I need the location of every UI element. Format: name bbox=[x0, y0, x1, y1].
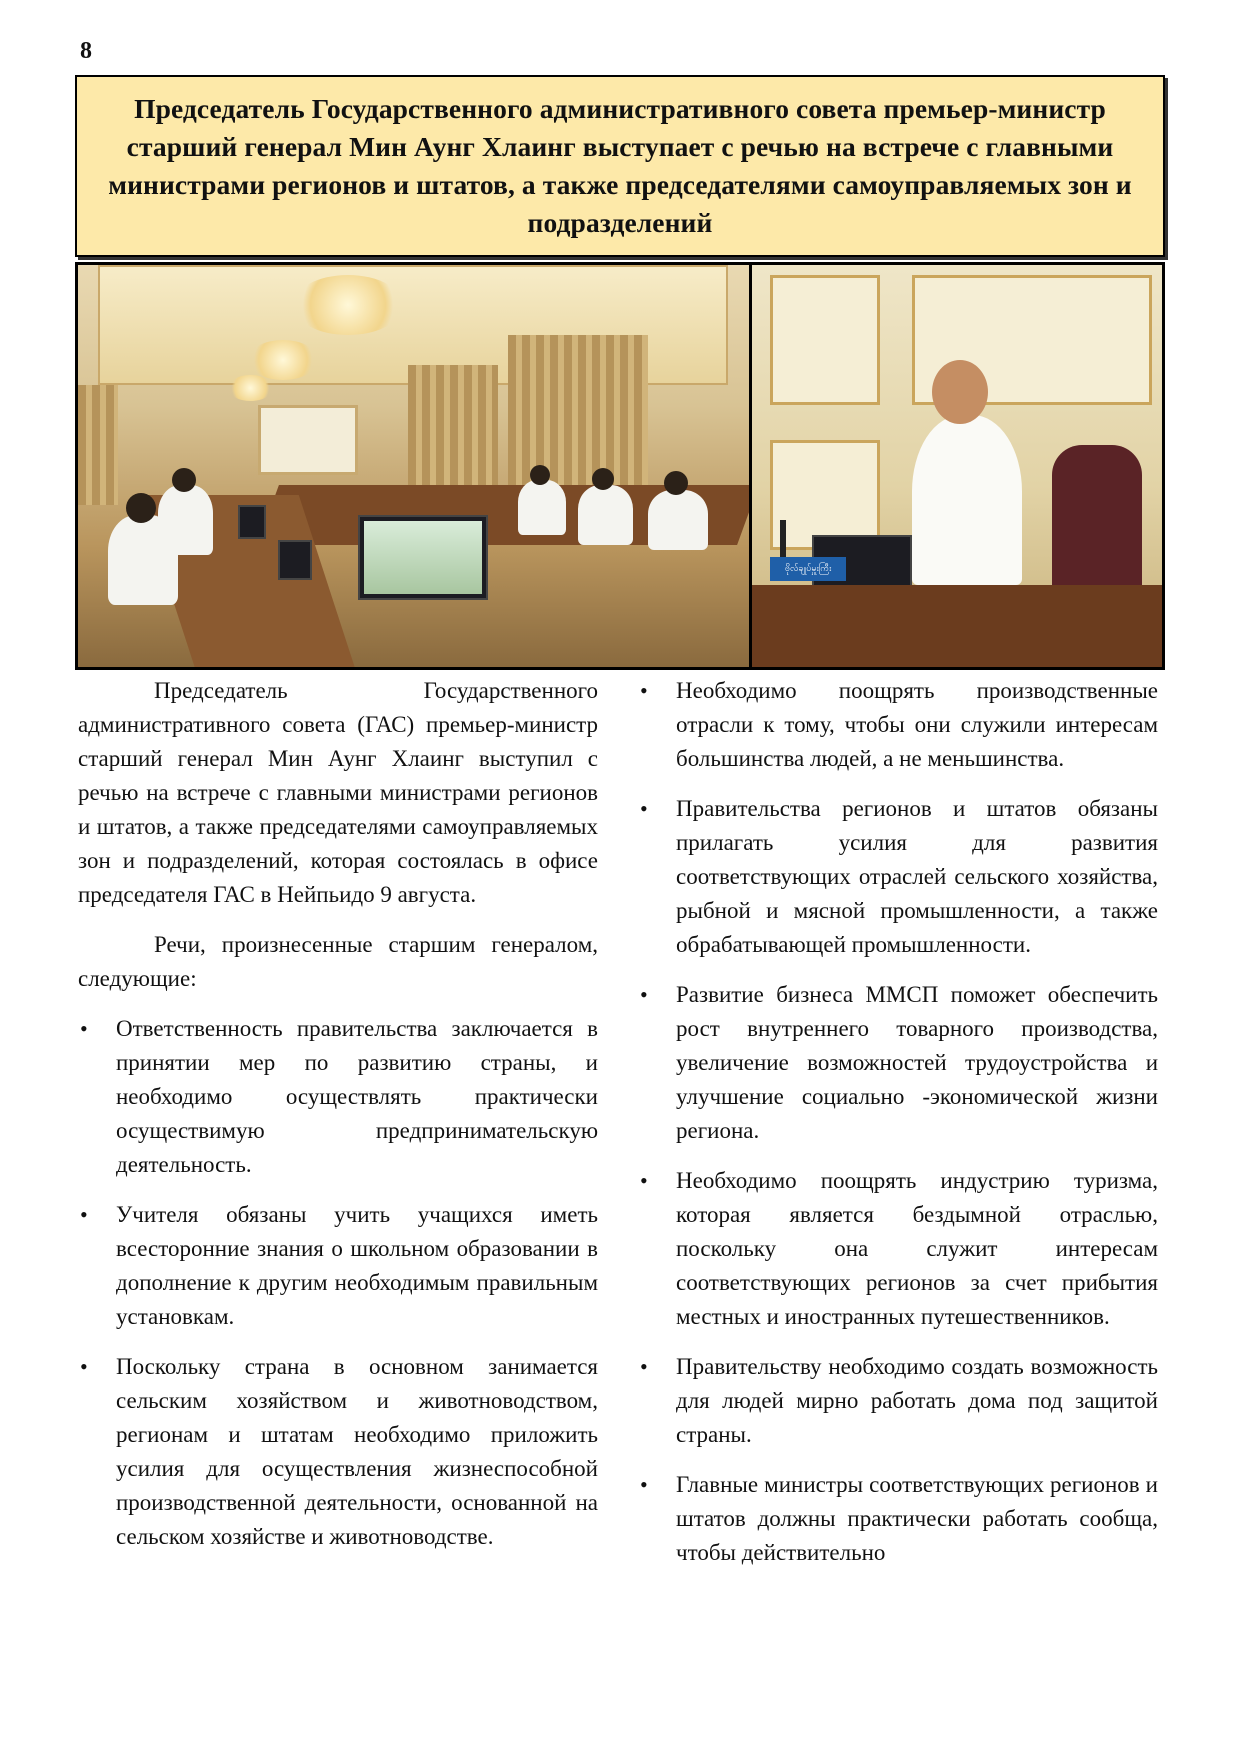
curtain bbox=[78, 385, 118, 505]
monitor-screen bbox=[364, 521, 482, 594]
list-item-text: Главные министры соответствующих регионов и штатов должны практически работать сообща, чтобы действительно bbox=[676, 1472, 1158, 1565]
bullet-icon: • bbox=[80, 1354, 88, 1379]
delegate bbox=[158, 485, 213, 555]
list-item bbox=[78, 1198, 598, 1334]
back-wall-screen bbox=[258, 405, 358, 475]
left-column bbox=[78, 674, 598, 1570]
list-item-text: Развитие бизнеса ММСП поможет обеспечить рост внутреннего товарного производства, увеличение возможностей трудоустройства и улучшение социально -экономической жизни региона. bbox=[676, 982, 1158, 1143]
bullet-icon: • bbox=[640, 796, 648, 821]
delegate-head bbox=[664, 471, 688, 495]
delegate-head bbox=[126, 493, 156, 523]
list-item bbox=[638, 978, 1158, 1148]
speaker-photo bbox=[752, 265, 1162, 667]
speaker-head bbox=[932, 360, 988, 424]
desk-monitor bbox=[278, 540, 312, 580]
list-item bbox=[78, 1350, 598, 1554]
left-bullet-list bbox=[78, 1012, 598, 1554]
bullet-icon: • bbox=[80, 1016, 88, 1041]
right-bullet-list bbox=[638, 674, 1158, 1570]
list-item-text: Поскольку страна в основном занимается сельским хозяйством и животноводством, регионам и штатам необходимо приложить усилия для осуществления жизнеспособной производственной деятельности, основанной на сельском хозяйстве и животноводстве. bbox=[116, 1354, 598, 1549]
list-item-text: Правительства регионов и штатов обязаны прилагать усилия для развития соответствующих отраслей сельского хозяйства, рыбной и мясной промышленности, а также обрабатывающей промышленности. bbox=[676, 796, 1158, 957]
list-item-text: Необходимо поощрять индустрию туризма, которая является бездымной отраслью, поскольку она служит интересам соответствующих регионов за счет прибытия местных и иностранных путешественников. bbox=[676, 1168, 1158, 1329]
curtain bbox=[408, 365, 498, 495]
delegate-head bbox=[530, 465, 550, 485]
bullet-icon: • bbox=[640, 982, 648, 1007]
bullet-icon: • bbox=[640, 678, 648, 703]
headline-box bbox=[75, 75, 1165, 257]
bullet-icon: • bbox=[640, 1472, 648, 1497]
page-number: 8 bbox=[80, 38, 92, 64]
delegate-head bbox=[592, 468, 614, 490]
bullet-icon: • bbox=[640, 1354, 648, 1379]
list-item bbox=[78, 1012, 598, 1182]
list-item-text: Необходимо поощрять производственные отрасли к тому, чтобы они служили интересам большинства людей, а не меньшинства. bbox=[676, 678, 1158, 771]
wall-panel bbox=[770, 440, 880, 550]
chandelier bbox=[228, 375, 273, 401]
intro-paragraph: Председатель Государственного административного совета (ГАС) премьер-министр старший генерал Мин Аунг Хлаинг выступил с речью на встрече с главными министрами регионов и штатов, а также председателями самоуправляемых зон и подразделений, которая состоялась в офисе председателя ГАС в Нейпьидо 9 августа. bbox=[78, 678, 598, 907]
video-monitor bbox=[358, 515, 488, 600]
list-item-text: Ответственность правительства заключается в принятии мер по развитию страны, и необходимо осуществлять практически осуществимую предпринимательскую деятельность. bbox=[116, 1016, 598, 1177]
right-column bbox=[638, 674, 1158, 1586]
headline: Председатель Государственного административного совета премьер-министр старший генерал Мин Аунг Хлаинг выступает с речью на встрече с главными министрами регионов и штатов, а также председателями самоуправляемых зон и подразделений bbox=[108, 93, 1132, 238]
list-item bbox=[638, 1350, 1158, 1452]
chandelier bbox=[293, 275, 403, 335]
delegate bbox=[578, 485, 633, 545]
list-item bbox=[638, 1468, 1158, 1570]
bullet-icon: • bbox=[640, 1168, 648, 1193]
list-item bbox=[638, 674, 1158, 776]
meeting-hall-photo bbox=[78, 265, 749, 667]
speaker bbox=[912, 415, 1022, 585]
wall-panel bbox=[770, 275, 880, 405]
list-item bbox=[638, 1164, 1158, 1334]
chandelier bbox=[248, 340, 318, 380]
list-item bbox=[638, 792, 1158, 962]
delegate bbox=[648, 490, 708, 550]
desk bbox=[752, 585, 1162, 667]
list-item-text: Учителя обязаны учить учащихся иметь всесторонние знания о школьном образовании в дополнение к другим необходимым правильным установкам. bbox=[116, 1202, 598, 1329]
desk-monitor bbox=[238, 505, 266, 539]
curtain bbox=[508, 335, 648, 505]
list-item-text: Правительству необходимо создать возможность для людей мирно работать дома под защитой страны. bbox=[676, 1354, 1158, 1447]
intro-paragraph: Речи, произнесенные старшим генералом, следующие: bbox=[78, 932, 598, 991]
bullet-icon: • bbox=[80, 1202, 88, 1227]
delegate bbox=[518, 480, 566, 535]
delegate-head bbox=[172, 468, 196, 492]
photo-strip bbox=[75, 262, 1165, 670]
nameplate: ဗိုလ်ချုပ်မှူးကြီး bbox=[770, 557, 846, 581]
